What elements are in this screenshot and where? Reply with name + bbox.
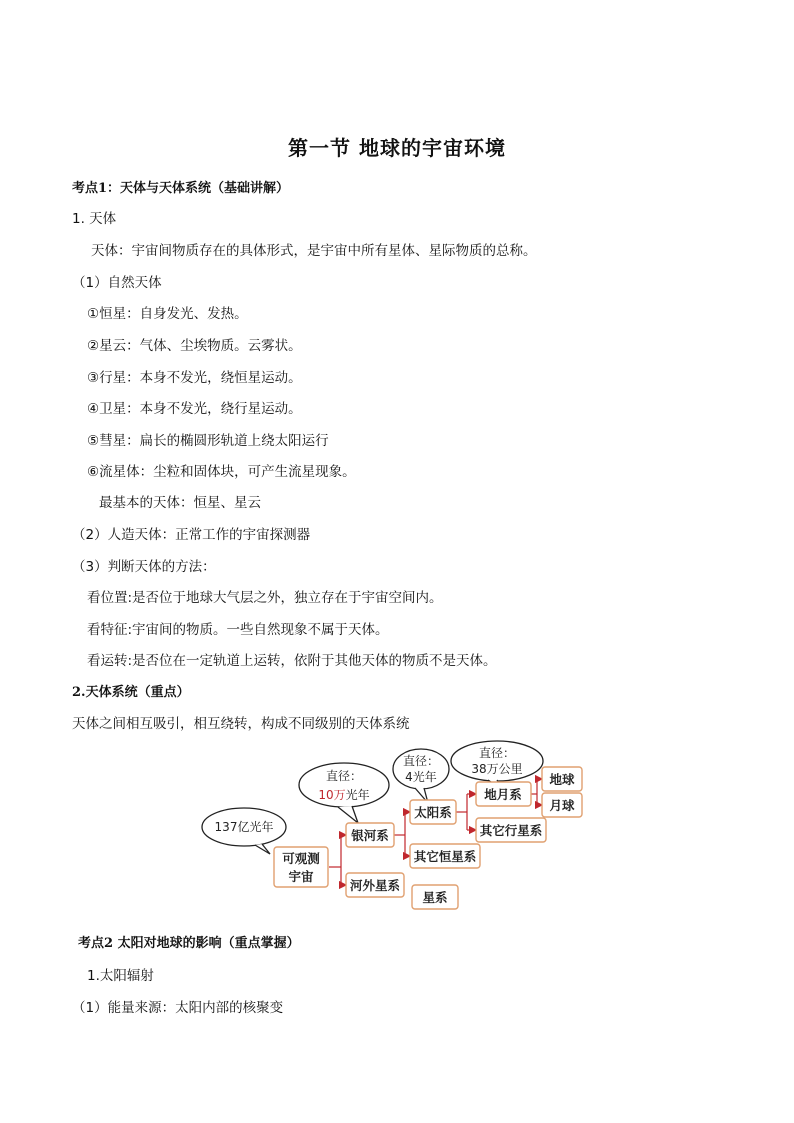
bubble-solar-line2: 4光年 [405,770,437,784]
artificial-bodies: （2）人造天体：正常工作的宇宙探测器 [72,527,311,543]
natural-bodies-heading: （1）自然天体 [72,275,162,291]
list-item: ④卫星：本身不发光，绕行星运动。 [87,401,302,417]
list-item: ③行星：本身不发光，绕恒星运动。 [87,370,302,386]
section-heading-kaodian1: 考点1：天体与天体系统（基础讲解） [72,181,290,196]
section-heading-kaodian2: 考点2 太阳对地球的影响（重点掌握） [78,936,300,951]
bubble-galaxy-unit: 光年 [345,788,370,802]
list-item: ⑥流星体：尘粒和固体块，可产生流星现象。 [87,464,356,480]
list-item: ②星云：气体、尘埃物质。云雾状。 [87,338,302,354]
bubble-galaxy-number: 10万 [318,788,346,802]
system-description: 天体之间相互吸引，相互绕转，构成不同级别的天体系统 [72,716,410,732]
definition-text: 天体：宇宙间物质存在的具体形式，是宇宙中所有星体、星际物质的总称。 [91,243,537,259]
bubble-universe-text: 137亿光年 [214,820,274,834]
box-milky-way-label: 银河系 [351,828,389,843]
subheading-solar-radiation: 1.太阳辐射 [87,968,154,984]
celestial-system-diagram [0,735,794,920]
bubble-solar-line1: 直径： [402,754,440,768]
box-earth-label: 地球 [549,772,575,787]
box-other-galaxies-label: 河外星系 [349,878,401,893]
box-universe-line1: 可观测 [282,851,320,866]
basic-bodies-note: 最基本的天体：恒星、星云 [99,495,261,511]
energy-source: （1）能量来源：太阳内部的核聚变 [72,1000,284,1016]
judge-method-heading: （3）判断天体的方法： [72,559,216,575]
box-earth-moon-label: 地月系 [484,787,522,802]
list-item: ⑤彗星：扁长的椭圆形轨道上绕太阳运行 [87,433,329,449]
box-universe-line2: 宇宙 [288,869,314,884]
page-title: 第一节 地球的宇宙环境 [288,136,506,160]
bubble-earthmoon-line1: 直径： [478,746,516,760]
bubble-galaxy-line2 [318,787,369,802]
subheading-celestial-body: 1. 天体 [72,211,117,227]
list-item: ①恒星：自身发光、发热。 [87,306,248,322]
box-other-star-systems-label: 其它恒星系 [413,849,477,864]
box-solar-system-label: 太阳系 [414,805,452,820]
subheading-celestial-system: 2.天体系统（重点） [72,685,190,700]
box-galaxies-label: 星系 [422,890,448,905]
bubble-earthmoon-line2: 38万公里 [471,762,523,776]
list-item: 看运转:是否位在一定轨道上运转，依附于其他天体的物质不是天体。 [87,653,497,669]
box-moon-label: 月球 [549,798,575,813]
list-item: 看特征:宇宙间的物质。一些自然现象不属于天体。 [87,622,389,638]
bubble-galaxy-line1: 直径： [325,769,363,783]
box-other-planets-label: 其它行星系 [479,823,543,838]
list-item: 看位置:是否位于地球大气层之外，独立存在于宇宙空间内。 [87,590,443,606]
